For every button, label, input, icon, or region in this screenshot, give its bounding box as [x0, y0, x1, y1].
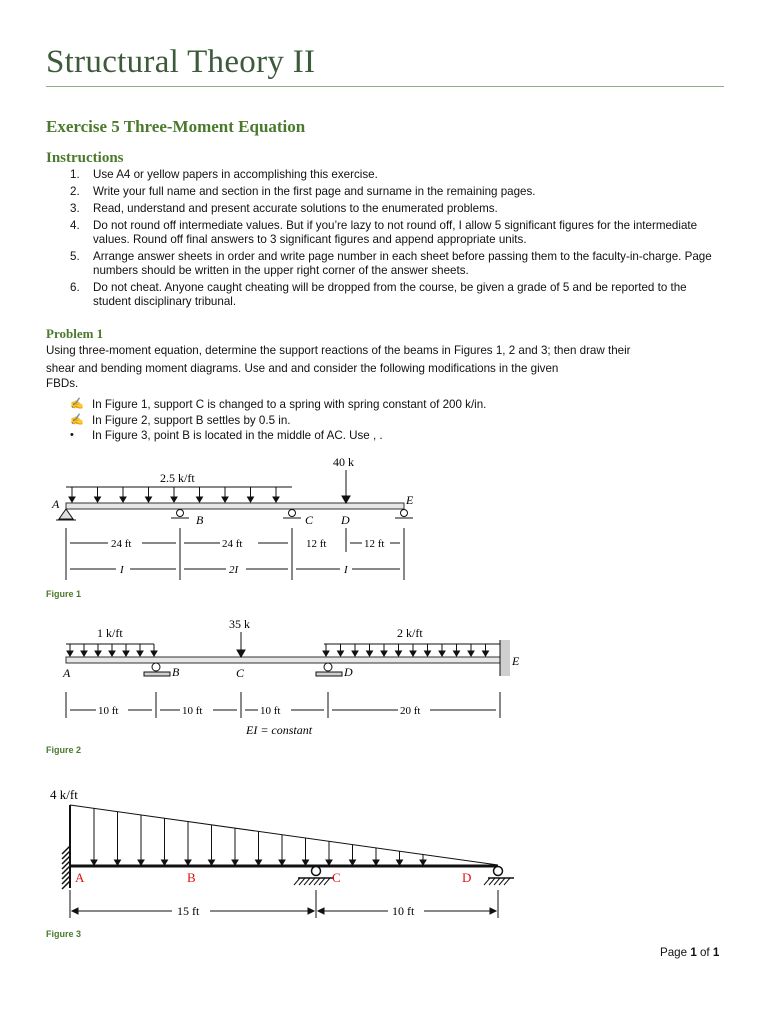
instruction-number: 6.: [70, 281, 80, 294]
instruction-number: 4.: [70, 219, 80, 232]
figure-3-caption: Figure 3: [46, 929, 82, 939]
fig1-dim-ab: 24 ft: [111, 538, 132, 550]
problem-heading: Problem 1: [46, 326, 104, 341]
fig1-point-a: A: [52, 497, 60, 511]
instruction-text: Arrange answer sheets in order and write page number in each sheet before passing them to the faculty-in-charge. Page numbers should be written in the upper right corner of the answer sheets.: [93, 250, 712, 277]
fig2-right-load-label: 2 k/ft: [397, 626, 423, 640]
fig1-distributed-load-label: 2.5 k/ft: [160, 471, 195, 485]
fig1-point-load-label: 40 k: [333, 455, 354, 469]
fig3-dim-ac: 15 ft: [177, 904, 200, 918]
fig1-point-d: D: [341, 513, 350, 527]
fig3-load-arrow-head: [279, 860, 285, 865]
fig2-dim-de: 20 ft: [400, 705, 421, 717]
problem-line: FBDs.: [46, 377, 79, 390]
fig3-support-hatch: [324, 878, 330, 885]
problem-line: shear and bending moment diagrams. Use and and consider the following modifications in the given: [46, 362, 559, 375]
modification-text: In Figure 2, support B settles by 0.5 in.: [92, 413, 291, 427]
instruction-number: 5.: [70, 250, 80, 263]
fig2-point-load-label: 35 k: [229, 617, 250, 631]
fig3-load-arrow-head: [256, 860, 262, 865]
fig3-load-arrow-head: [326, 860, 332, 865]
pencil-icon: ✍: [70, 413, 84, 426]
exercise-title: Exercise 5 Three-Moment Equation: [46, 117, 306, 136]
modification-text: In Figure 3, point B is located in the middle of AC. Use , .: [92, 429, 383, 442]
document-title: Structural Theory II: [46, 44, 316, 80]
fig1-stiffness-1: I: [120, 564, 124, 576]
fig1-dim-bc: 24 ft: [222, 538, 243, 550]
fig3-support-hatch: [504, 878, 510, 885]
fig2-left-load-label: 1 k/ft: [97, 626, 123, 640]
fig3-support-hatch: [314, 878, 320, 885]
fig3-load-arrow-head: [185, 860, 191, 865]
fig3-load-arrow-head: [115, 860, 121, 865]
fig2-point-d: D: [344, 665, 353, 679]
figure-1-caption: Figure 1: [46, 589, 82, 599]
fig3-support-hatch: [494, 878, 500, 885]
fig1-dim-cd: 12 ft: [306, 538, 327, 550]
fig3-support-hatch: [299, 878, 305, 885]
instruction-text: Do not round off intermediate values. But if you’re lazy to not round off, I allow 5 significant figures for the intermediate values. Round off final answers to 3 significant figures and append appropriate units.: [93, 219, 698, 246]
fig3-load-arrow-head: [397, 860, 403, 865]
instruction-number: 3.: [70, 202, 80, 215]
problem-line: Using three-moment equation, determine the support reactions of the beams in Figures 1, 2 and 3; then draw their: [46, 344, 631, 357]
pencil-icon: ✍: [70, 398, 84, 410]
fig3-support-hatch: [489, 878, 495, 885]
modification-text: In Figure 1, support C is changed to a spring with spring constant of 200 k/in.: [92, 398, 487, 411]
bullet-icon: •: [70, 429, 74, 441]
fig3-support-hatch: [499, 878, 505, 885]
fig3-point-d: D: [462, 870, 472, 885]
instruction-text: Use A4 or yellow papers in accomplishing this exercise.: [93, 168, 378, 181]
fig3-load-arrow-head: [373, 860, 379, 865]
instruction-text: Do not cheat. Anyone caught cheating will be dropped from the course, be given a grade of 5 and be reported to the student disciplinary tribunal.: [93, 281, 687, 308]
page-label: Page: [660, 946, 691, 959]
fig2-point-a: A: [63, 666, 71, 680]
fig1-point-e: E: [406, 493, 414, 507]
fig3-support-hatch: [304, 878, 310, 885]
fig3-support-hatch: [309, 878, 315, 885]
fig3-support-hatch: [484, 878, 490, 885]
fig3-support-hatch: [294, 878, 300, 885]
fig1-point-c: C: [305, 513, 314, 527]
fig2-point-c: C: [236, 666, 245, 680]
fig3-load-arrow-head: [232, 860, 238, 865]
fig2-ei-label: EI = constant: [246, 723, 313, 737]
fig3-load-arrow-head: [303, 860, 309, 865]
page-total: 1: [712, 946, 720, 959]
page-current: 1: [690, 946, 697, 959]
fig1-dim-de: 12 ft: [364, 538, 385, 550]
fig2-point-b: B: [172, 665, 180, 679]
fig2-dim-ab: 10 ft: [98, 705, 119, 717]
fig2-dim-cd: 10 ft: [260, 705, 281, 717]
fig3-load-arrow-head: [350, 860, 356, 865]
instruction-text: Read, understand and present accurate solutions to the enumerated problems.: [93, 202, 498, 215]
instructions-heading: Instructions: [46, 150, 124, 166]
instruction-number: 1.: [70, 168, 80, 181]
fig3-support-hatch: [319, 878, 325, 885]
fig3-point-b: B: [187, 870, 196, 885]
figure-2-caption: Figure 2: [46, 745, 82, 755]
page-of: of: [696, 946, 713, 959]
fig3-load-arrow-head: [91, 860, 97, 865]
fig3-point-a: A: [75, 870, 85, 885]
instruction-text: Write your full name and section in the first page and surname in the remaining pages.: [93, 185, 536, 198]
fig1-point-b: B: [196, 513, 204, 527]
instruction-number: 2.: [70, 185, 80, 198]
fig3-load-arrow-head: [420, 860, 426, 865]
fig2-dim-bc: 10 ft: [182, 705, 203, 717]
fig3-load-label: 4 k/ft: [50, 787, 78, 802]
page-number: [660, 946, 719, 959]
fig1-stiffness-3: I: [344, 564, 348, 576]
fig3-load-arrow-head: [162, 860, 168, 865]
fig3-point-c: C: [332, 870, 341, 885]
fig3-load-arrow-head: [138, 860, 144, 865]
fig3-load-arrow-head: [209, 860, 215, 865]
fig2-point-e: E: [512, 654, 520, 668]
fig1-stiffness-2: 2I: [229, 564, 239, 576]
fig3-dim-cd: 10 ft: [392, 904, 415, 918]
